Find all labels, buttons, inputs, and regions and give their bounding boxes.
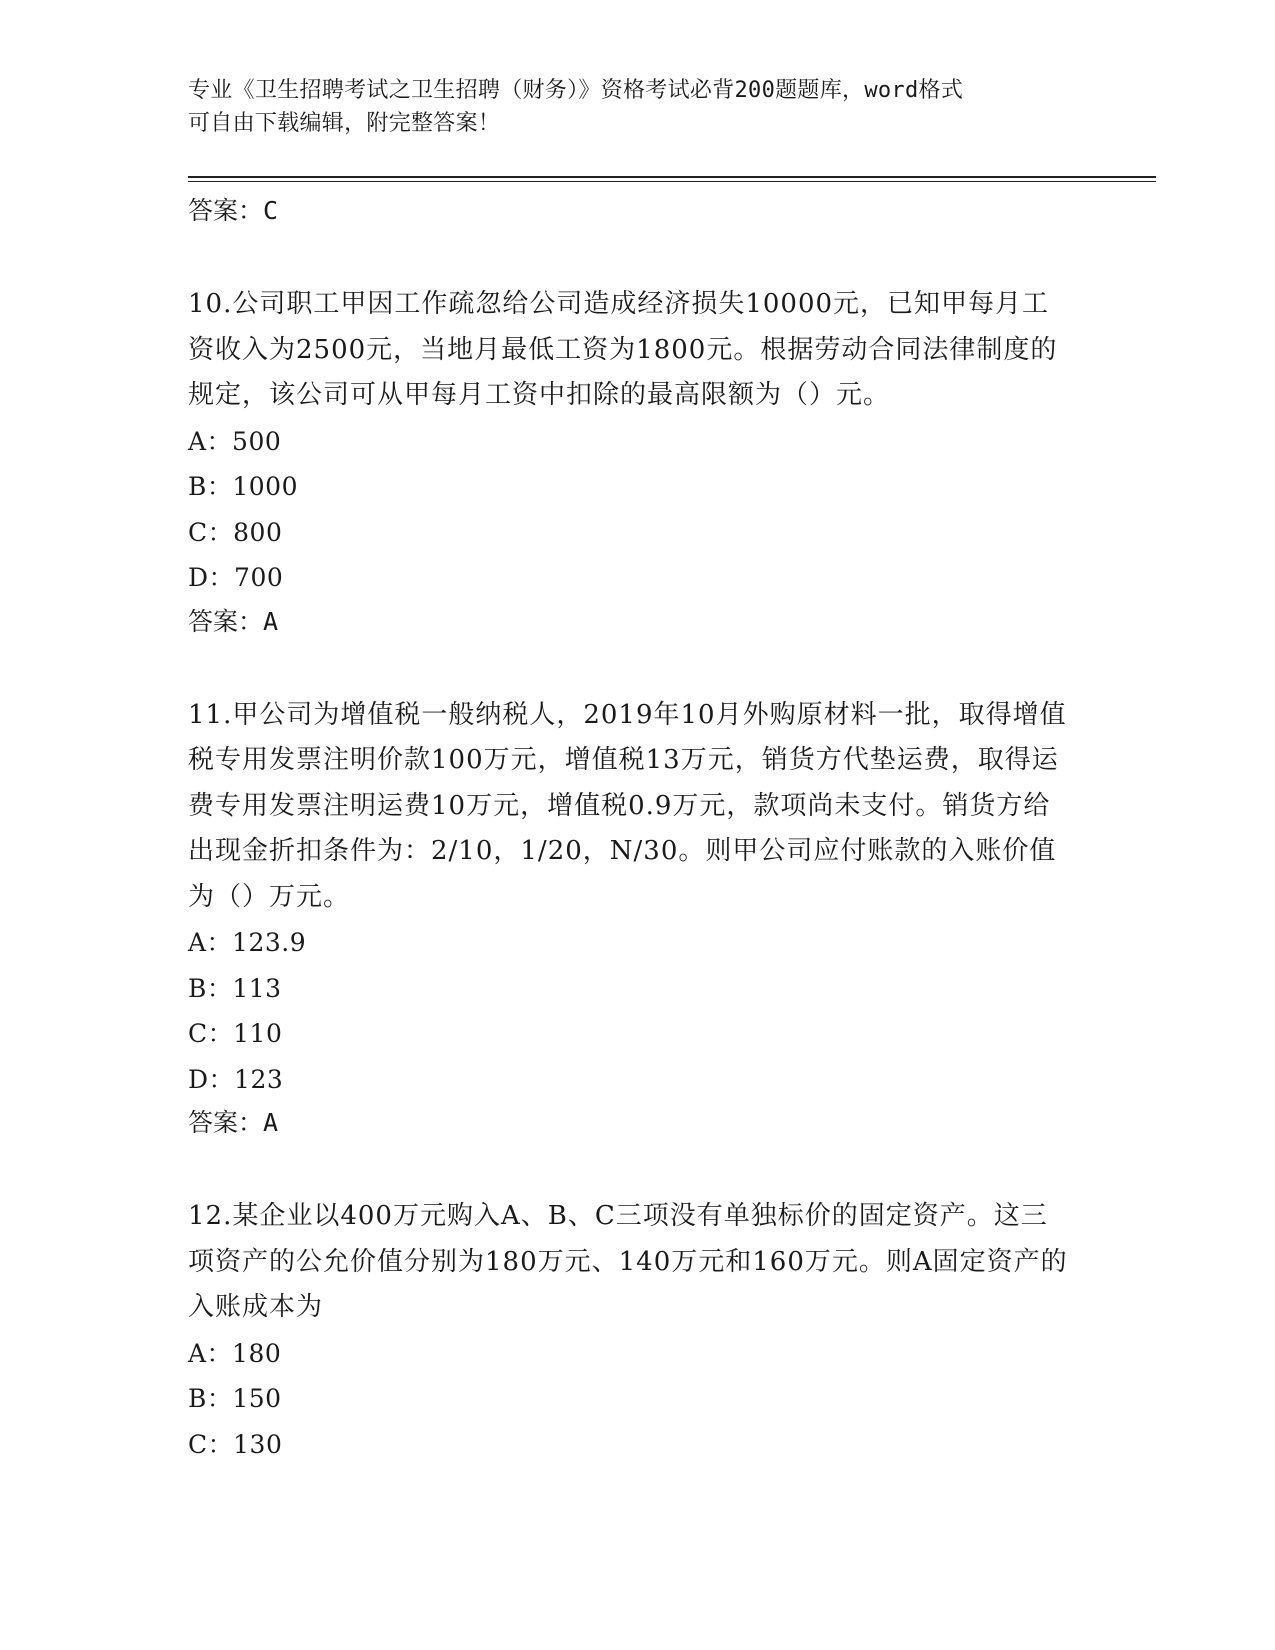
option-b: B：150 [188, 1384, 282, 1413]
option-c: C：800 [188, 517, 283, 547]
previous-answer: 答案：C [188, 196, 279, 225]
question-text: 11.甲公司为增值税一般纳税人，2019年10月外购原材料一批，取得增值税专用发票注明价款100万元，增值税13万元，销货方代垫运费，取得运费专用发票注明运费10万元，增值税0.9万元，款项尚未支付。销货方给出现金折扣条件为：2/10，1/20，N/30。则甲公司应付账款的入账价值为（）万元。 [188, 699, 1067, 912]
header-title-line-1: 专业《卫生招聘考试之卫生招聘（财务）》资格考试必背200题题库，word格式 [188, 78, 964, 103]
option-a: A：500 [188, 426, 282, 456]
header-rule [188, 176, 1156, 178]
question-text: 12.某企业以400万元购入A、B、C三项没有单独标价的固定资产。这三项资产的公允价值分别为180万元、140万元和160万元。则A固定资产的入账成本为 [188, 1201, 1068, 1322]
question-10 [188, 282, 1088, 643]
document-header [188, 74, 1068, 140]
question-text: 10.公司职工甲因工作疏忽给公司造成经济损失10000元，已知甲每月工资收入为2500元，当地月最低工资为1800元。根据劳动合同法律制度的规定，该公司可从甲每月工资中扣除的最高限额为（）元。 [188, 289, 1058, 410]
option-d: D：700 [188, 563, 284, 592]
option-b: B：113 [188, 973, 282, 1003]
option-c: C：130 [188, 1429, 283, 1459]
option-a: A：180 [188, 1338, 282, 1368]
answer: 答案：A [188, 606, 279, 636]
question-11 [188, 693, 1088, 1145]
option-c: C：110 [188, 1019, 283, 1048]
question-12 [188, 1194, 1088, 1467]
header-title-line-2: 可自由下载编辑，附完整答案！ [188, 111, 501, 136]
question-list [188, 190, 1088, 1467]
option-b: B：1000 [188, 472, 298, 501]
option-a: A：123.9 [188, 928, 307, 957]
option-d: D：123 [188, 1064, 284, 1094]
header-rule-secondary [188, 181, 1156, 182]
answer: 答案：A [188, 1108, 279, 1137]
